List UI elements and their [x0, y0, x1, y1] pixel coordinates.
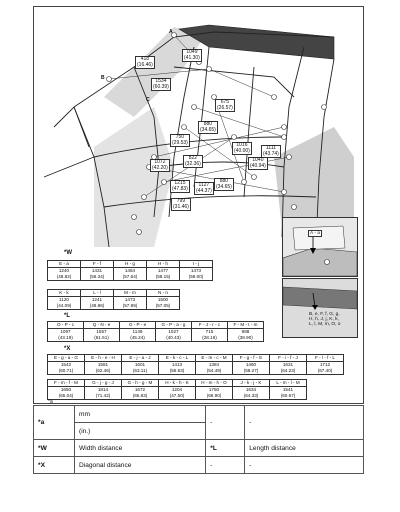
diagonal-table-row1: E - g - a - G E - h - e - H E - j - a - J E - k - c - L E - m - c - M F - g - f - G F - i - f - J F - l - f - L 1542 (60.71) 1581 (62.46) 1601 (63.11) 1413 (55.63) 1384 (54.49) 1460 (58.27) 1631 (64.23) 1712 (67.40) — [47, 354, 344, 375]
callout-dimension: 1534 (60.39) — [153, 78, 169, 90]
legend-key: - — [206, 406, 245, 440]
callout-dimension: 1127 (44.37) — [196, 182, 212, 194]
width-table-row1: E - a F - f H - g H - h I - j 1240 (48.82) 1431 (56.34) 1464 (57.64) 1477 (58.15) 1473 (58.00) — [47, 260, 213, 281]
diagram-frame — [33, 6, 364, 404]
marker-a: A — [169, 29, 173, 35]
inset-top-label: A - a — [310, 231, 320, 236]
inset-detail-bottom — [282, 278, 358, 338]
callout-dimension: 750 (29.53) — [172, 134, 188, 146]
legend-desc: Diagonal distance — [75, 457, 206, 474]
callout-dimension: 1072 (42.20) — [152, 159, 168, 171]
legend-desc: - — [245, 457, 364, 474]
diagonal-table-row2: F - m - f - M G - j - g - J G - h - g - M H - k - h - K H - m - h - O J - k - j - K L - m - l - M 1650 (65.04) 1814 (71.42) 1672 (65.83) 1204 (47.50) 1750 (68.90) 1634 (64.33) 1541 (60.67) — [47, 379, 307, 400]
footnote-marker: *a — [48, 399, 53, 404]
legend-key: *W — [34, 440, 75, 457]
length-table: O - P - c Q - N - e G - P - e G - P - a - g F - J - r - c F - M - t - m 1097 (43.19) 1557 (61.51) 1149 (45.24) 1027 (40.43) 715 (28.16) 988 (38.90) — [47, 321, 264, 342]
legend-desc: Length distance — [245, 440, 364, 457]
legend-key: *X — [34, 457, 75, 474]
legend-desc: Width distance — [75, 440, 206, 457]
inset-detail-top — [282, 217, 358, 277]
legend-row — [34, 440, 364, 457]
legend-row — [34, 406, 364, 423]
legend-desc: mm — [75, 406, 206, 423]
legend-desc: - — [245, 406, 364, 440]
length-table-title: *L — [64, 313, 70, 319]
legend-table — [33, 405, 364, 474]
inset-top-drawing — [283, 218, 357, 276]
inset-bottom-drawing — [283, 279, 357, 337]
callout-dimension: 799 (31.46) — [173, 198, 189, 210]
legend-key: - — [206, 457, 245, 474]
marker-c: C — [146, 97, 150, 103]
legend-row — [34, 457, 364, 474]
marker-b: B — [101, 75, 105, 81]
callout-dimension: 675 (26.57) — [217, 99, 233, 111]
callout-dimension: 418 (16.46) — [137, 56, 153, 68]
diagonal-table-title: *X — [64, 346, 71, 352]
width-table-title: *W — [64, 250, 72, 256]
callout-dimension: 1040 (40.94) — [250, 157, 266, 169]
callout-dimension: 1049 (41.30) — [184, 49, 200, 61]
callout-dimension: 1016 (40.00) — [234, 142, 250, 154]
callout-dimension: 880 (34.65) — [200, 121, 216, 133]
width-table-row2: K - k L - l M - m N - n 1120 (44.09) 1241 (48.86) 1473 (57.99) 1500 (57.05) — [47, 289, 180, 310]
inset-bottom-label: B, e, F, f, G, g, H, h, J, j, K, k, L, l, M, m, O, o — [309, 312, 341, 328]
legend-key: *L — [206, 440, 245, 457]
callout-dimension: 880 (34.65) — [216, 178, 232, 190]
callout-dimension: 1215 (47.83) — [172, 180, 188, 192]
callout-dimension: 822 (32.36) — [185, 155, 201, 167]
legend-key: *a — [34, 406, 75, 440]
legend-desc: (in.) — [75, 423, 206, 440]
callout-dimension: 1111 (43.74) — [263, 145, 279, 157]
